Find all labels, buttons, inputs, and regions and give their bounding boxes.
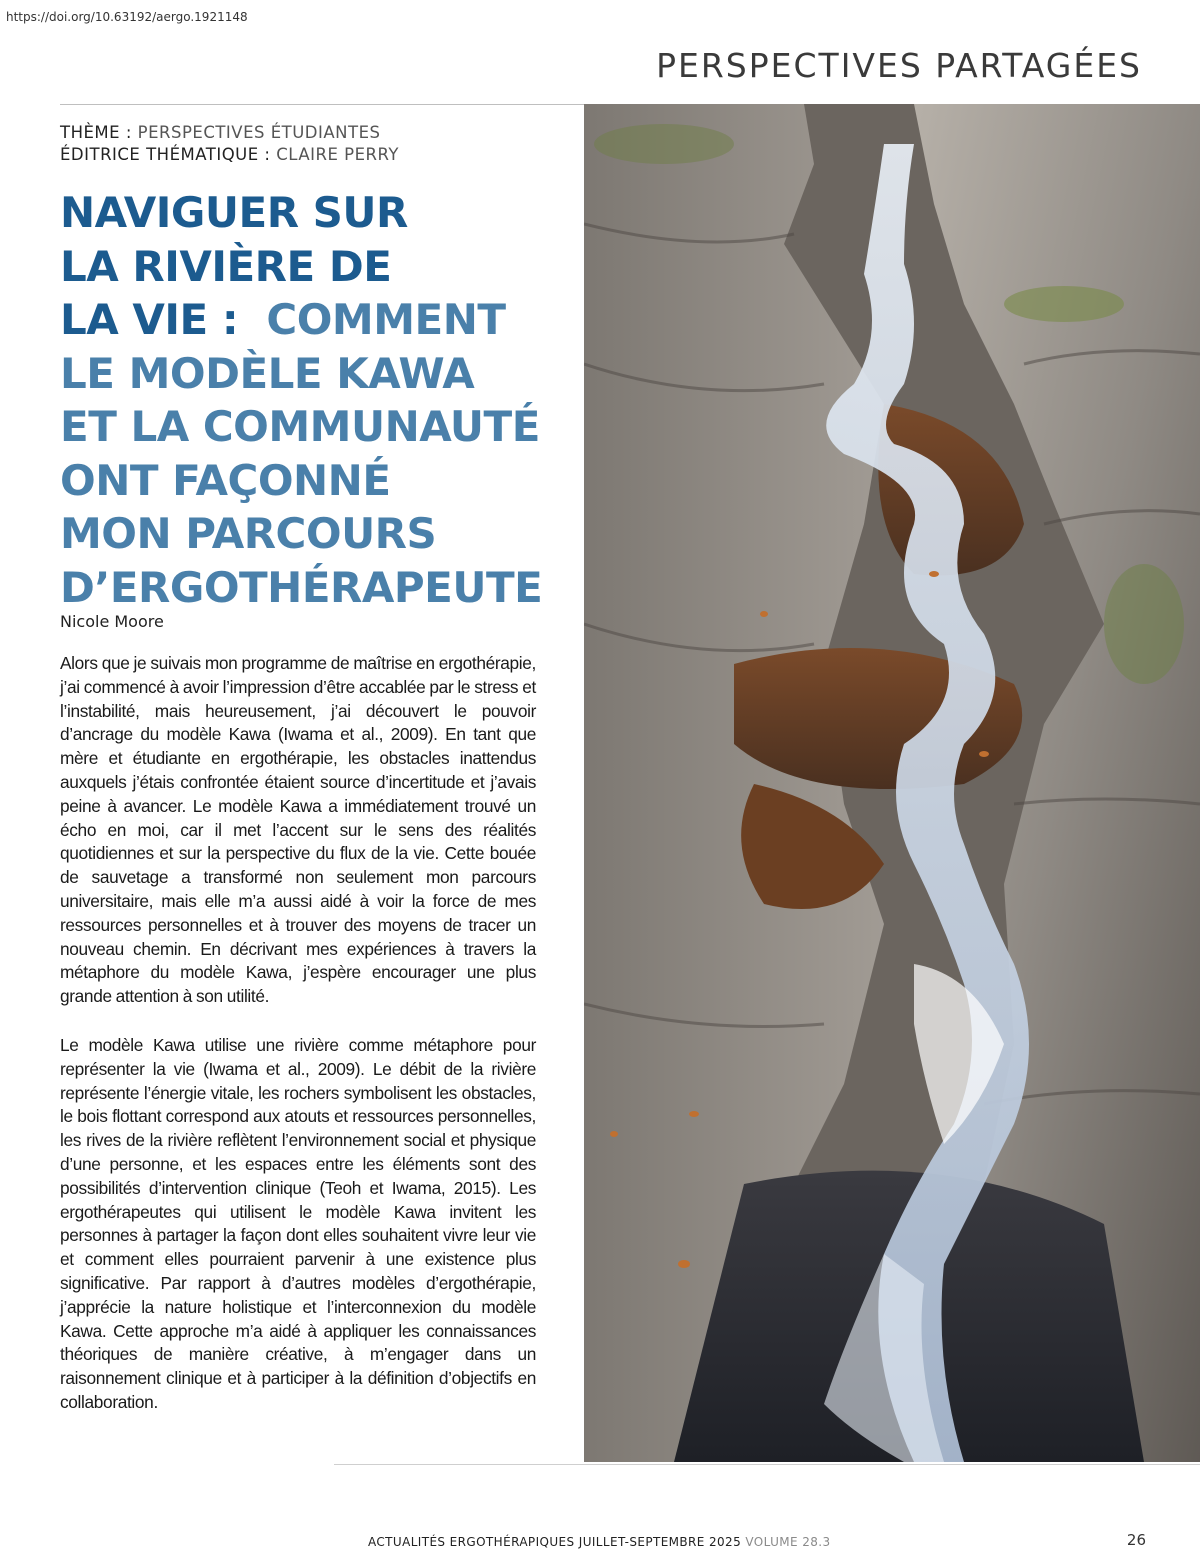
editor-label: ÉDITRICE THÉMATIQUE : <box>60 145 271 164</box>
author-name: Nicole Moore <box>60 612 164 631</box>
waterfall-photo <box>584 104 1200 1462</box>
article-body <box>60 652 536 1440</box>
title-line: LE MODÈLE KAWA <box>60 348 475 398</box>
theme-block <box>60 122 560 166</box>
footer-volume: VOLUME 28.3 <box>745 1535 831 1549</box>
title-line: ONT FAÇONNÉ <box>60 455 391 505</box>
theme-label: THÈME : <box>60 123 132 142</box>
section-header: PERSPECTIVES PARTAGÉES <box>656 46 1142 85</box>
footer-date: JUILLET-SEPTEMBRE 2025 <box>578 1535 742 1549</box>
footer-divider <box>334 1464 1200 1465</box>
footer-publication: ACTUALITÉS ERGOTHÉRAPIQUES <box>368 1535 575 1549</box>
theme-value: PERSPECTIVES ÉTUDIANTES <box>137 123 381 142</box>
title-line: LA RIVIÈRE DE <box>60 241 392 291</box>
header-divider <box>60 104 584 105</box>
title-line: D’ERGOTHÉRAPEUTE <box>60 562 543 612</box>
footer <box>368 1535 831 1549</box>
body-paragraph: Le modèle Kawa utilise une rivière comme métaphore pour représenter la vie (Iwama et al., 2009). Le débit de la rivière représente l’énergie vitale, les rochers symbolisent les obstacles, le bois flottant correspond aux atouts et ressources personnelles, les rives de la rivière reflètent l’environnement social et physique d’une personne, et les espaces entre les éléments sont des possibilités d’intervention clinique (Teoh et Iwama, 2015). Les ergothérapeutes qui utilisent le modèle Kawa invitent les personnes à partager la façon dont elles souhaitent vivre leur vie et comment elles pourraient parvenir à une existence plus significative. Par rapport à d’autres modèles d’ergothérapie, j’apprécie la nature holistique et l’interconnexion du modèle Kawa. Cette approche m’a aidé à appliquer les connaissances théoriques de manière créative, à m’engager dans un raisonnement clinique et à participer à la définition d’objectifs en collaboration. <box>60 1034 536 1412</box>
editor-value: CLAIRE PERRY <box>276 145 399 164</box>
title-line: NAVIGUER SUR <box>60 188 408 237</box>
page-number: 26 <box>1126 1531 1146 1549</box>
title-line: ET LA COMMUNAUTÉ <box>60 402 540 451</box>
body-paragraph: Alors que je suivais mon programme de maîtrise en ergothérapie, j’ai commencé à avoir l’impression d’être accablée par le stress et l’instabilité, mais heureusement, j’ai découvert le pouvoir d’ancrage du modèle Kawa (Iwama et al., 2009). En tant que mère et étudiante en ergothérapie, les obstacles inattendus auxquels j’étais confrontée étaient source d’incertitude et j’avais peine à avancer. Le modèle Kawa a immédiatement trouvé un écho en moi, car il met l’accent sur le sens des réalités quotidiennes et sur la perspective du flux de la vie. Cette bouée de sauvetage a transformé non seulement mon parcours universitaire, mais elle m’a aussi aidé à voir la force de mes ressources personnelles et à trouver des moyens de tracer un nouveau chemin. En décrivant mes expériences à travers la métaphore du modèle Kawa, j’espère encourager une plus grande attention à son utilité. <box>60 653 536 1007</box>
doi-link[interactable]: https://doi.org/10.63192/aergo.1921148 <box>6 10 248 24</box>
title-line: MON PARCOURS <box>60 509 437 558</box>
theme-line <box>60 122 560 144</box>
title-line: LA VIE : COMMENT <box>60 295 506 344</box>
editor-line <box>60 144 560 166</box>
article-title <box>60 186 580 614</box>
